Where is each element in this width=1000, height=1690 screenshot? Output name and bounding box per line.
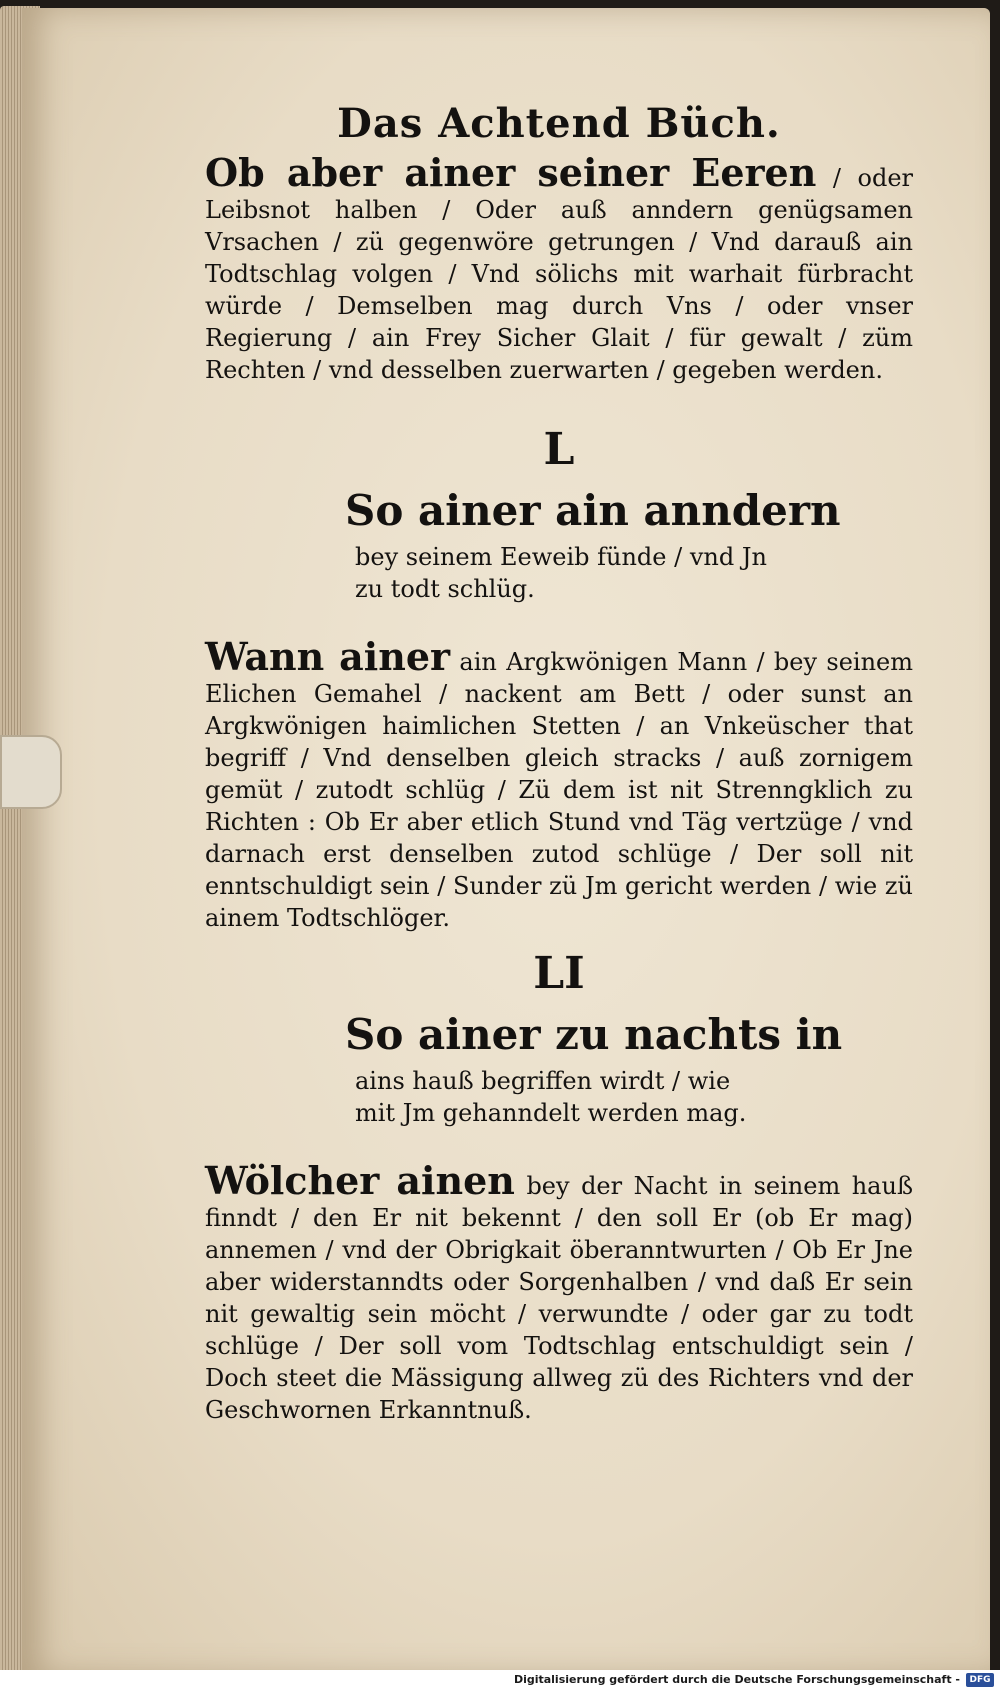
page-heading: Das Achtend Büch.: [337, 100, 781, 147]
paragraph-2-lead: Wann ainer: [205, 634, 451, 679]
section-1-title: So ainer ain anndern: [345, 486, 841, 535]
footer-credit: Digitalisierung gefördert durch die Deutsche Forschungsgemeinschaft -: [513, 1673, 960, 1686]
section-2-title: So ainer zu nachts in: [345, 1010, 843, 1059]
section-1-subtitle: bey seinem Eeweib fünde / vnd Jn zu todt schlüg.: [355, 543, 767, 603]
paragraph-2-body: ain Argkwönigen Mann / bey seinem Elichen Gemahel / nackent am Bett / oder sunst an Argkwönigen haimlichen Stetten / an Vnkeüscher that begriff / Vnd denselben gleich stracks / auß zornigem gemüt / zutodt schlüg / Zü dem ist nit Strenngklich zu Richten : Ob Er aber etlich Stund vnd Täg vertzüge / vnd darnach erst denselben zutod schlüge / Der soll nit enntschuldigt sein / Sunder zü Jm gericht werden / wie zü ainem Todtschlöger.: [205, 648, 913, 932]
page-text: [205, 100, 913, 1426]
paragraph-3-lead: Wölcher ainen: [205, 1158, 515, 1203]
paragraph-3: [205, 1158, 913, 1426]
digitization-footer: [0, 1670, 1000, 1690]
dfg-logo-icon: DFG: [966, 1673, 994, 1687]
paragraph-1: [205, 150, 913, 386]
paragraph-2: [205, 634, 913, 934]
section-number-li: LI: [533, 948, 585, 999]
paragraph-1-body: / oder Leibsnot halben / Oder auß anndern genügsamen Vrsachen / zü gegenwöre getrungen / Vnd darauß ain Todtschlag volgen / Vnd sölichs mit warhait fürbracht würde / Demselben mag durch Vns / oder vnser Regierung / ain Frey Sicher Glait / für gewalt / züm Rechten / vnd desselben zuerwarten / gegeben werden.: [205, 164, 913, 384]
section-number-l: L: [543, 424, 575, 475]
bookmark-tab: [0, 735, 62, 809]
paragraph-3-body: bey der Nacht in seinem hauß finndt / den Er nit bekennt / den soll Er (ob Er mag) annemen / vnd der Obrigkait öberanntwurten / Ob Er Jne aber widerstanndts oder Sorgenhalben / vnd daß Er sein nit gewaltig sein möcht / verwundte / oder gar zu todt schlüge / Der soll vom Todtschlag entschuldigt sein / Doch steet die Mässigung allweg zü des Richters vnd der Geschwornen Erkanntnuß.: [205, 1172, 913, 1424]
paragraph-1-lead: Ob aber ainer seiner Eeren: [205, 150, 817, 195]
section-2-subtitle: ains hauß begriffen wirdt / wie mit Jm gehanndelt werden mag.: [355, 1067, 747, 1127]
